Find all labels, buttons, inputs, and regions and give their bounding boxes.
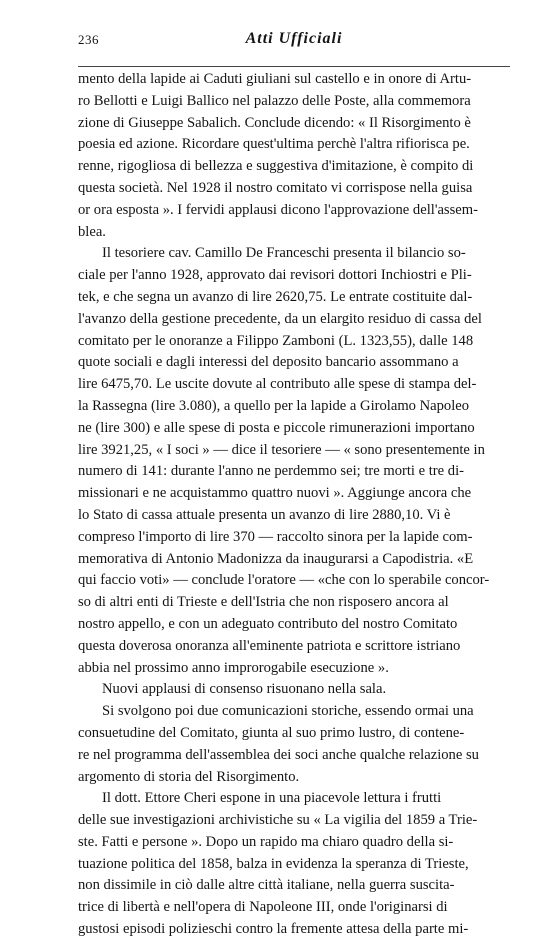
text-line: lire 6475,70. Le uscite dovute al contributo alle spese di stampa del- xyxy=(78,376,477,393)
text-line: ste. Fatti e persone ». Dopo un rapido ma chiaro quadro della si- xyxy=(78,833,454,850)
text-line: abbia nel prossimo anno improrogabile esecuzione ». xyxy=(78,659,389,676)
text-line: so di altri enti di Trieste e dell'Istria che non risposero ancora al xyxy=(78,594,449,611)
text-line: or ora esposta ». I fervidi applausi dicono l'approvazione dell'assem- xyxy=(78,201,478,218)
text-line: l'avanzo della gestione precedente, da un elargito residuo di cassa del xyxy=(78,310,482,327)
text-line: trice di libertà e nell'opera di Napoleone III, onde l'originarsi di xyxy=(78,899,448,916)
text-line: compreso l'importo di lire 370 — raccolto sinora per la lapide com- xyxy=(78,528,473,545)
text-line: comitato per le onoranze a Filippo Zamboni (L. 1323,55), dalle 148 xyxy=(78,332,474,349)
text-line: lire 3921,25, « I soci » — dice il tesoriere — « sono presentemente in xyxy=(78,441,485,458)
text-line: delle sue investigazioni archivistiche su « La vigilia del 1859 a Trie- xyxy=(78,812,478,829)
text-line: Il dott. Ettore Cheri espone in una piacevole lettura i frutti xyxy=(102,790,442,807)
text-line: consuetudine del Comitato, giunta al suo primo lustro, di contene- xyxy=(78,724,465,741)
text-line: zione di Giuseppe Sabalich. Conclude dicendo: « Il Risorgimento è xyxy=(78,114,471,131)
body-text xyxy=(78,69,510,941)
text-line: ciale per l'anno 1928, approvato dai revisori dottori Inchiostri e Pli- xyxy=(78,267,472,284)
text-line: gustosi episodi polizieschi contro la fremente attesa della parte mi- xyxy=(78,921,469,938)
text-line: nostro appello, e con un adeguato contributo del nostro Comitato xyxy=(78,615,458,632)
text-line: quote sociali e dagli interessi del deposito bancario assommano a xyxy=(78,354,459,371)
text-line: questa doverosa onoranza all'eminente patriota e scrittore istriano xyxy=(78,637,461,654)
text-line: missionari e ne acquistammo quattro nuovi ». Aggiunge ancora che xyxy=(78,485,472,502)
text-line: tek, e che segna un avanzo di lire 2620,75. Le entrate costituite dal- xyxy=(78,288,473,305)
text-line: ro Bellotti e Luigi Ballico nel palazzo delle Poste, alla commemora xyxy=(78,92,471,109)
text-line: Si svolgono poi due comunicazioni storiche, essendo ormai una xyxy=(102,703,474,720)
page-header xyxy=(78,30,510,50)
running-title: Atti Ufficiali xyxy=(245,30,343,47)
text-line: argomento di storia del Risorgimento. xyxy=(78,768,300,785)
text-line: ne (lire 300) e alle spese di posta e piccole rimunerazioni importano xyxy=(78,419,475,436)
text-line: qui faccio voti» — conclude l'oratore — «che con lo sperabile concor- xyxy=(78,572,490,589)
text-line: re nel programma dell'assemblea dei soci anche qualche relazione su xyxy=(78,746,479,763)
text-line: Il tesoriere cav. Camillo De Franceschi presenta il bilancio so- xyxy=(102,245,466,262)
text-line: la Rassegna (lire 3.080), a quello per la lapide a Girolamo Napoleo xyxy=(78,397,470,414)
text-line: poesia ed azione. Ricordare quest'ultima perchè l'altra rifiorisca pe. xyxy=(78,136,470,153)
text-line: non dissimile in ciò dalle altre città italiane, nella guerra suscita- xyxy=(78,877,455,894)
text-line: lo Stato di cassa attuale presenta un avanzo di lire 2880,10. Vi è xyxy=(78,506,451,523)
text-line: numero di 141: durante l'anno ne perdemmo sei; tre morti e tre di- xyxy=(78,463,465,480)
text-line: tuazione politica del 1858, balza in evidenza la speranza di Trieste, xyxy=(78,855,469,872)
text-line: memorativa di Antonio Madonizza da inaugurarsi a Capodistria. «E xyxy=(78,550,474,567)
page-number: 236 xyxy=(78,32,99,47)
text-line: blea. xyxy=(78,223,106,240)
text-line: renne, rigogliosa di bellezza e suggestiva d'imitazione, è compito di xyxy=(78,158,474,175)
header-rule xyxy=(78,66,510,67)
text-line: questa società. Nel 1928 il nostro comitato vi corrispose nella guisa xyxy=(78,179,473,196)
text-line: mento della lapide ai Caduti giuliani sul castello e in onore di Artu- xyxy=(78,71,472,87)
text-line: Nuovi applausi di consenso risuonano nella sala. xyxy=(102,681,387,698)
